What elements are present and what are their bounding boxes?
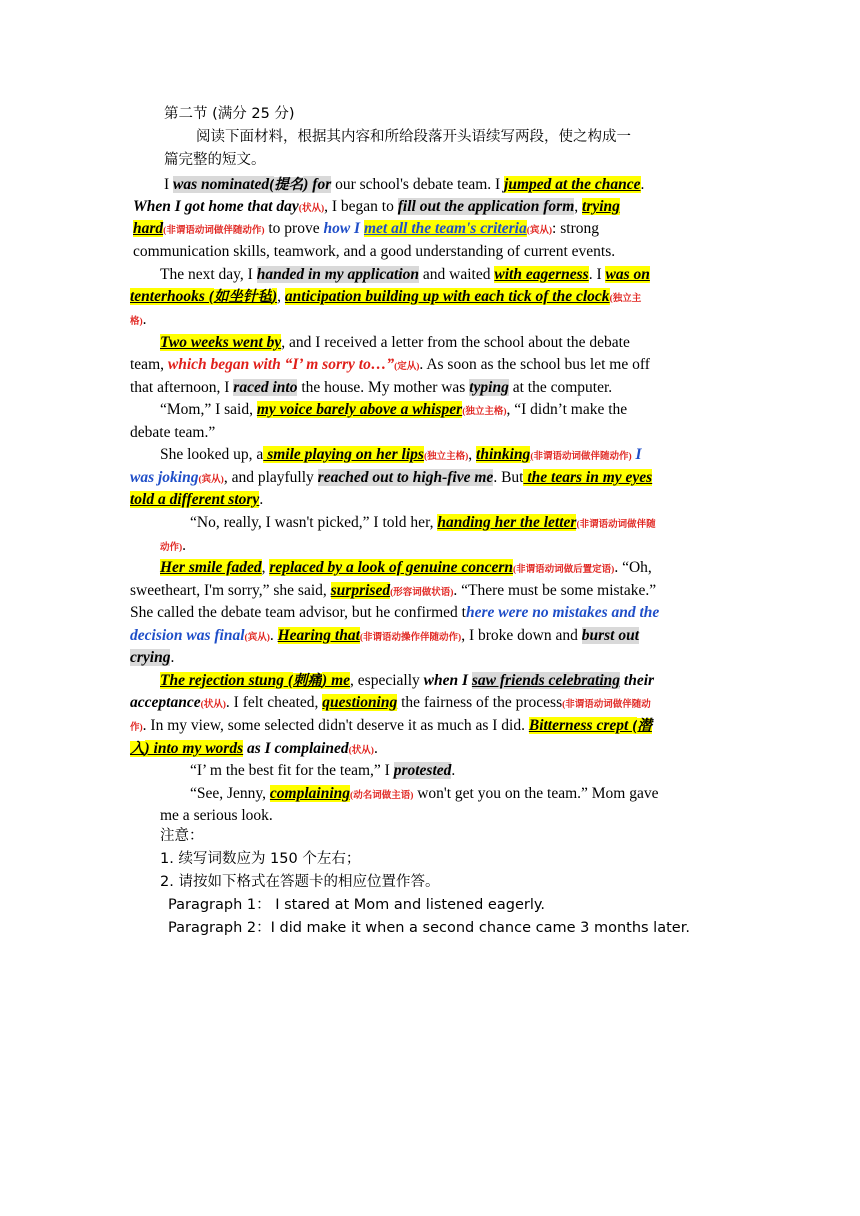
story-line — [130, 378, 612, 398]
story-line — [160, 333, 630, 353]
story-line — [160, 671, 654, 691]
grammar-annotation: (状从) — [348, 746, 374, 756]
text-segment: I — [631, 446, 642, 463]
paragraph-2-prompt: Paragraph 2：I did make it when a second chance came 3 months later. — [168, 920, 690, 936]
instruction-line-2: 篇完整的短文。 — [164, 152, 266, 168]
text-segment: when I — [423, 672, 472, 689]
story-line — [130, 693, 651, 715]
text-segment: trying — [582, 198, 620, 215]
text-segment: . — [182, 537, 187, 554]
grammar-annotation: 作) — [130, 723, 143, 733]
text-segment: . But — [493, 469, 524, 486]
text-segment: The next day, I — [160, 266, 257, 283]
text-segment: debate team.” — [130, 424, 216, 441]
text-segment: . — [142, 311, 147, 328]
text-segment: . “There must be some mistake.” — [453, 582, 657, 599]
text-segment: The rejection stung ( — [160, 672, 294, 689]
text-segment: . In my view, some selected didn't deserve it as much as I did. — [142, 717, 529, 734]
story-line — [190, 761, 455, 781]
text-segment: fill out the application form — [397, 198, 575, 215]
text-segment: . — [451, 762, 456, 779]
story-line — [130, 648, 174, 668]
grammar-annotation: (独立主 — [609, 294, 642, 304]
text-segment: tenterhooks ( — [130, 288, 214, 305]
text-segment: “No, really, I wasn't picked,” I told her, — [190, 514, 438, 531]
text-segment: their — [620, 672, 655, 689]
section-title: 第二节 (满分 25 分) — [164, 106, 295, 122]
text-segment: She called the debate team advisor, but he confirmed t — [130, 604, 466, 621]
paragraph-1-prompt: Paragraph 1： I stared at Mom and listened eagerly. — [168, 897, 545, 913]
text-segment: was on — [605, 266, 650, 283]
grammar-annotation: (非谓语动词做伴随动作) — [530, 452, 632, 462]
text-segment: thinking — [476, 446, 531, 463]
text-segment: , I broke down and — [461, 627, 582, 644]
grammar-annotation: 格) — [130, 317, 143, 327]
grammar-annotation: (非谓语动词做伴随 — [576, 520, 656, 530]
text-segment: raced into — [233, 379, 298, 396]
text-segment: . I — [588, 266, 606, 283]
text-segment: 如坐针毡 — [213, 289, 272, 305]
text-segment: ) for — [303, 176, 332, 193]
text-segment: . — [269, 627, 278, 644]
text-segment: 刺痛 — [293, 673, 323, 689]
text-segment: When I got home that day — [133, 198, 299, 215]
text-segment: acceptance — [130, 694, 201, 711]
text-segment: jumped at the chance — [504, 176, 641, 193]
text-segment: . “Oh, — [614, 559, 652, 576]
text-segment: . I felt cheated, — [225, 694, 323, 711]
text-segment: the tears in my eyes — [523, 469, 653, 486]
text-segment: our school's debate team. I — [331, 176, 505, 193]
notes-item-1: 1. 续写词数应为 150 个左右； — [160, 851, 361, 867]
story-line — [160, 445, 642, 467]
notes-item-2: 2. 请按如下格式在答题卡的相应位置作答。 — [160, 874, 440, 890]
text-segment: to prove — [264, 220, 324, 237]
story-line — [160, 536, 186, 558]
text-segment: ) me — [322, 672, 351, 689]
grammar-annotation: (动名词做主语) — [350, 791, 414, 801]
story-line — [130, 716, 652, 738]
text-segment: me a serious look. — [160, 807, 273, 824]
text-segment: my voice barely above a whisper — [256, 401, 463, 418]
text-segment: team, — [130, 356, 168, 373]
text-segment: won't get you on the team.” Mom gave — [413, 785, 659, 802]
text-segment: . — [170, 649, 175, 666]
text-segment: sweetheart, I'm sorry,” she said, — [130, 582, 331, 599]
text-segment: as I complained — [243, 740, 349, 757]
story-line — [130, 468, 652, 490]
text-segment: reached out to high-five me — [317, 469, 494, 486]
grammar-annotation: 动作) — [160, 543, 183, 553]
story-line — [133, 242, 615, 262]
grammar-annotation: (非谓语动词做伴随动 — [562, 700, 651, 710]
text-segment: , — [261, 559, 270, 576]
story-line — [160, 558, 652, 580]
text-segment: Hearing that — [277, 627, 360, 644]
story-line — [130, 603, 659, 623]
text-segment: with eagerness — [494, 266, 589, 283]
instruction-line-1: 阅读下面材料，根据其内容和所给段落开头语续写两段，使之构成一 — [196, 129, 631, 145]
text-segment: : strong — [552, 220, 599, 237]
text-segment: , “I didn’t make the — [506, 401, 628, 418]
grammar-annotation: (宾从) — [198, 475, 224, 485]
text-segment: Bitterness crept ( — [528, 717, 638, 734]
grammar-annotation: (形容词做状语) — [390, 588, 454, 598]
story-line — [130, 423, 215, 443]
grammar-annotation: (定从) — [394, 362, 420, 372]
text-segment: Two weeks went by — [160, 334, 282, 351]
text-segment: ) — [271, 288, 278, 305]
text-segment: protested — [393, 762, 452, 779]
text-segment: “I’ m the best fit for the team,” I — [190, 762, 394, 779]
text-segment: typing — [469, 379, 509, 396]
text-segment: questioning — [322, 694, 398, 711]
text-segment: met all the team's criteria — [363, 220, 527, 237]
text-segment: 提名 — [274, 177, 304, 193]
story-line — [130, 355, 650, 377]
text-segment: complaining — [269, 785, 351, 802]
text-segment: . As soon as the school bus let me off — [419, 356, 650, 373]
text-segment: “See, Jenny, — [190, 785, 270, 802]
text-segment: . — [640, 176, 645, 193]
text-segment: which began with “I’ m sorry to…” — [167, 356, 395, 373]
text-segment: ) into my words — [144, 740, 244, 757]
text-segment: 入 — [130, 741, 145, 757]
text-segment: , I began to — [324, 198, 398, 215]
text-segment: Her smile faded — [160, 559, 262, 576]
text-segment: , especially — [350, 672, 424, 689]
text-segment: decision was final — [130, 627, 245, 644]
grammar-annotation: (状从) — [200, 700, 226, 710]
story-line — [190, 513, 656, 535]
text-segment: I — [164, 176, 174, 193]
story-line — [130, 287, 641, 309]
text-segment: crying — [130, 649, 171, 666]
notes-heading: 注意： — [160, 828, 204, 844]
text-segment: and waited — [419, 266, 495, 283]
text-segment: replaced by a look of genuine concern — [269, 559, 514, 576]
text-segment: handed in my application — [256, 266, 420, 283]
story-line — [160, 265, 650, 285]
text-segment: was joking — [130, 469, 199, 486]
text-segment: hard — [133, 220, 164, 237]
text-segment: the fairness of the process — [397, 694, 563, 711]
text-segment: , — [277, 288, 285, 305]
text-segment: told a different story — [130, 491, 260, 508]
grammar-annotation: (独立主格) — [423, 452, 469, 462]
story-line — [133, 219, 599, 241]
text-segment: She looked up, a — [160, 446, 264, 463]
story-line — [130, 581, 656, 603]
text-segment: smile playing on her lips — [263, 446, 424, 463]
text-segment: handing her the letter — [437, 514, 577, 531]
text-segment: communication skills, teamwork, and a good understanding of current events. — [133, 243, 616, 260]
text-segment: , and playfully — [223, 469, 318, 486]
text-segment: surprised — [330, 582, 391, 599]
text-segment: the house. My mother was — [297, 379, 470, 396]
text-segment: 潜 — [637, 718, 652, 734]
grammar-annotation: (独立主格) — [462, 407, 507, 417]
grammar-annotation: (状从) — [298, 204, 325, 214]
grammar-annotation: (非谓语动词做后置定语) — [513, 565, 615, 575]
text-segment: how I — [323, 220, 364, 237]
grammar-annotation: (宾从) — [244, 633, 270, 643]
story-line — [160, 400, 627, 422]
text-segment: saw friends celebrating — [471, 672, 621, 689]
story-line — [164, 175, 644, 195]
text-segment: , and I received a letter from the school about the debate — [281, 334, 630, 351]
text-segment: anticipation building up with each tick of the clock — [284, 288, 610, 305]
text-segment: was nominated( — [173, 176, 275, 193]
story-line — [130, 490, 263, 510]
text-segment: . — [373, 740, 378, 757]
story-line — [190, 784, 659, 806]
story-line — [130, 626, 639, 648]
grammar-annotation: (非谓语动操作伴随动作) — [359, 633, 462, 643]
grammar-annotation: (宾从) — [526, 226, 553, 236]
text-segment: . — [259, 491, 264, 508]
story-line — [160, 806, 273, 826]
text-segment: , — [574, 198, 583, 215]
text-segment: that afternoon, I — [130, 379, 234, 396]
text-segment: here were no mistakes and the — [465, 604, 660, 621]
text-segment: burst out — [581, 627, 640, 644]
text-segment: at the computer. — [508, 379, 613, 396]
story-line — [130, 739, 378, 761]
story-line — [133, 197, 620, 219]
grammar-annotation: (非谓语动词做伴随动作) — [163, 226, 265, 236]
text-segment: “Mom,” I said, — [160, 401, 257, 418]
story-line — [130, 310, 147, 332]
text-segment: , — [468, 446, 477, 463]
